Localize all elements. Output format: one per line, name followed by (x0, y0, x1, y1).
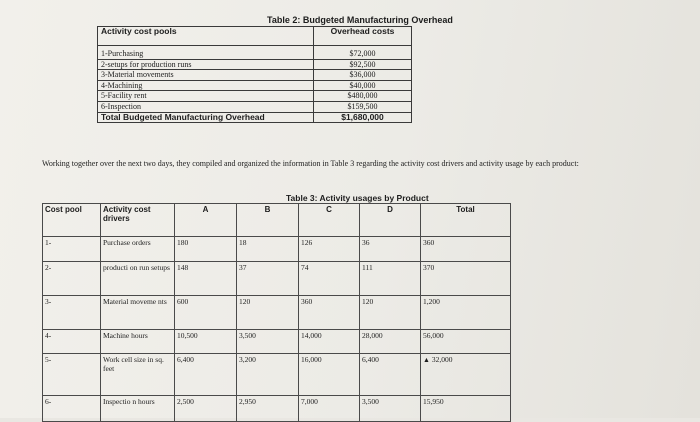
product-d-cell: 6,400 (360, 354, 421, 396)
total-cell: 15,950 (421, 396, 511, 422)
product-b-cell: 120 (237, 296, 299, 330)
product-c-cell: 16,000 (299, 354, 360, 396)
product-a-cell: 600 (175, 296, 237, 330)
table2-cost-cell: $159,500 (314, 101, 412, 112)
table3-header-cell: Cost pool (43, 204, 101, 237)
product-d-cell: 36 (360, 237, 421, 262)
table2-pool-cell: 1-Purchasing (98, 46, 314, 60)
product-b-cell: 18 (237, 237, 299, 262)
table3-header-cell: D (360, 204, 421, 237)
table2-row (98, 70, 412, 81)
product-c-cell: 74 (299, 262, 360, 296)
intro-paragraph: Working together over the next two days, they compiled and organized the information in Table 3 regarding the activity cost drivers and activity usage by each product: (42, 159, 579, 168)
table2-row (98, 91, 412, 102)
total-cell: 370 (421, 262, 511, 296)
table2-pool-cell: 6-Inspection (98, 101, 314, 112)
total-cell: 360 (421, 237, 511, 262)
table2-pool-cell: 5-Facility rent (98, 91, 314, 102)
pool-cell: 4- (43, 330, 101, 354)
product-b-cell: 3,500 (237, 330, 299, 354)
product-a-cell: 2,500 (175, 396, 237, 422)
product-a-cell: 6,400 (175, 354, 237, 396)
table2-row (98, 46, 412, 60)
product-a-cell: 10,500 (175, 330, 237, 354)
total-cell (421, 354, 511, 396)
table2-pool-cell: 4-Machining (98, 80, 314, 91)
product-d-cell: 120 (360, 296, 421, 330)
driver-cell: Purchase orders (101, 237, 175, 262)
table2-row (98, 80, 412, 91)
pool-cell: 1- (43, 237, 101, 262)
table-row (43, 296, 511, 330)
table2-total-label: Total Budgeted Manufacturing Overhead (98, 112, 314, 122)
driver-cell: Machine hours (101, 330, 175, 354)
table2-title: Table 2: Budgeted Manufacturing Overhead (267, 15, 453, 25)
driver-cell: producti on run setups (101, 262, 175, 296)
total-cell: 56,000 (421, 330, 511, 354)
pool-cell: 5- (43, 354, 101, 396)
table3-header-cell: B (237, 204, 299, 237)
driver-cell: Work cell size in sq. feet (101, 354, 175, 396)
table2-cost-cell: $40,000 (314, 80, 412, 91)
product-a-cell: 148 (175, 262, 237, 296)
table2-cost-cell: $72,000 (314, 46, 412, 60)
activity-usage-table (42, 203, 511, 422)
product-d-cell: 28,000 (360, 330, 421, 354)
table3-header-cell: C (299, 204, 360, 237)
table2-col-costs-header: Overhead costs (314, 27, 412, 46)
table2-total-row (98, 112, 412, 122)
table3-header-cell: A (175, 204, 237, 237)
table2-pool-cell: 3-Material movements (98, 70, 314, 81)
table3-header-cell: Total (421, 204, 511, 237)
table3-header-cell: Activity cost drivers (101, 204, 175, 237)
table2-cost-cell: $36,000 (314, 70, 412, 81)
table2-col-pools-header: Activity cost pools (98, 27, 314, 46)
driver-cell: Material moveme nts (101, 296, 175, 330)
table-row (43, 330, 511, 354)
product-c-cell: 126 (299, 237, 360, 262)
table-row (43, 262, 511, 296)
product-d-cell: 111 (360, 262, 421, 296)
pool-cell: 6- (43, 396, 101, 422)
total-value: 32,000 (431, 355, 453, 364)
product-d-cell: 3,500 (360, 396, 421, 422)
product-c-cell: 14,000 (299, 330, 360, 354)
table-row (43, 237, 511, 262)
table-row (43, 354, 511, 396)
product-c-cell: 7,000 (299, 396, 360, 422)
table3-title: Table 3: Activity usages by Product (286, 193, 429, 203)
driver-cell: Inspectio n hours (101, 396, 175, 422)
product-a-cell: 180 (175, 237, 237, 262)
table2-row (98, 101, 412, 112)
table2-cost-cell: $92,500 (314, 59, 412, 70)
table2-pool-cell: 2-setups for production runs (98, 59, 314, 70)
product-b-cell: 3,200 (237, 354, 299, 396)
product-b-cell: 2,950 (237, 396, 299, 422)
table2-cost-cell: $480,000 (314, 91, 412, 102)
table3-header-row (43, 204, 511, 237)
table2-total-value: $1,680,000 (314, 112, 412, 122)
pool-cell: 2- (43, 262, 101, 296)
budgeted-overhead-table (97, 26, 412, 123)
product-c-cell: 360 (299, 296, 360, 330)
total-cell: 1,200 (421, 296, 511, 330)
table2-header-row (98, 27, 412, 46)
table2-row (98, 59, 412, 70)
product-b-cell: 37 (237, 262, 299, 296)
cursor-arrow-icon: ▲ (423, 356, 430, 364)
pool-cell: 3- (43, 296, 101, 330)
